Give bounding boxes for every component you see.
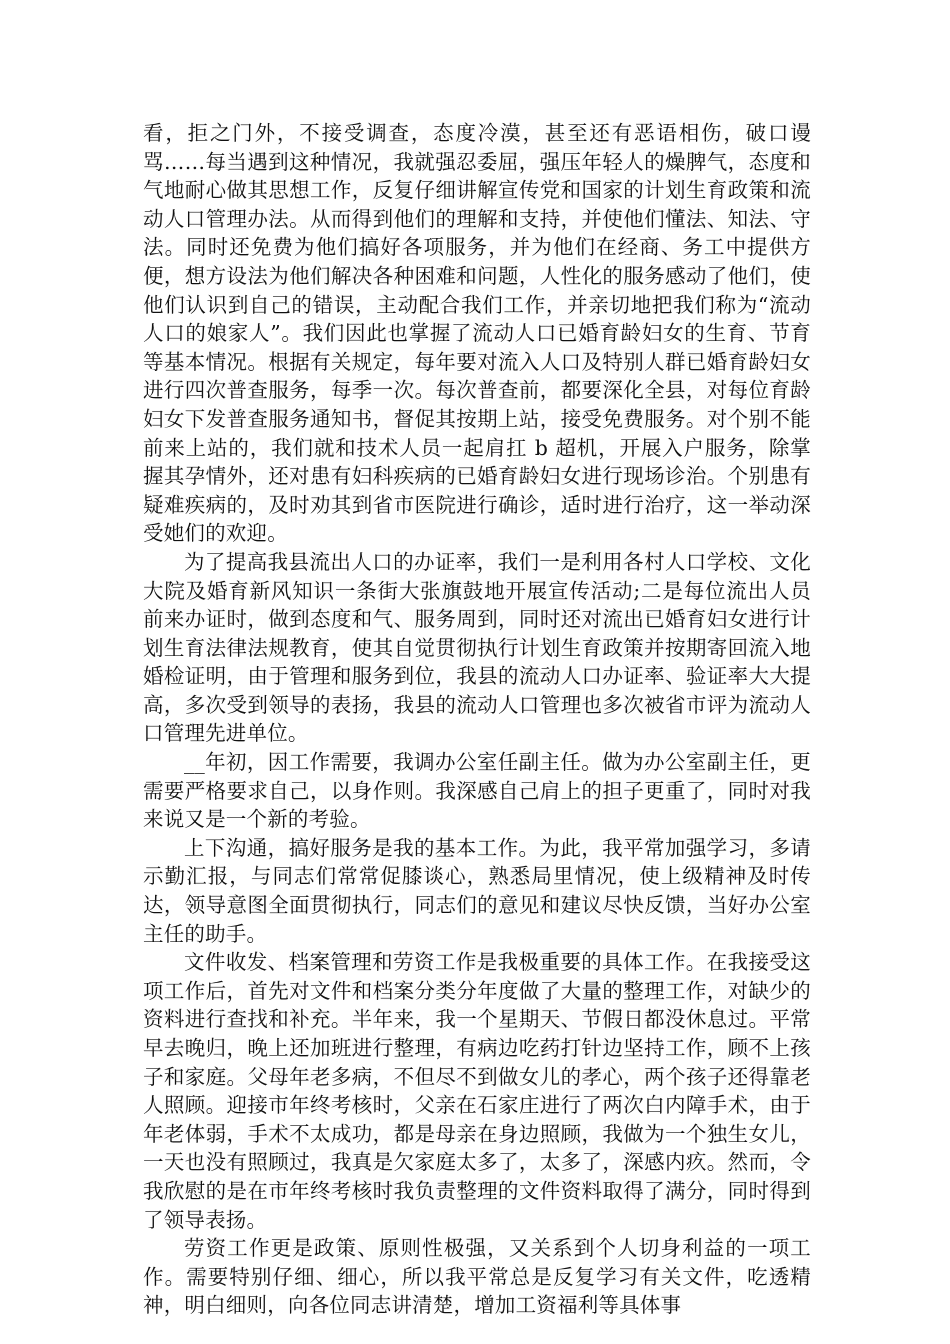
paragraph-5: 文件收发、档案管理和劳资工作是我极重要的具体工作。在我接受这项工作后，首先对文件和档案分类分年度做了大量的整理工作，对缺少的资料进行查找和补充。半年来，我一个星期天、节假日都没休息过。平常早去晚归，晚上还加班进行整理，有病边吃药打针边坚持工作，顾不上孩子和家庭。父母年老多病，不但尽不到做女儿的孝心，两个孩子还得靠老人照顾。迎接市年终考核时，父亲在石家庄进行了两次白内障手术，由于年老体弱，手术不太成功，都是母亲在身边照顾，我做为一个独生女儿，一天也没有照顾过，我真是欠家庭太多了，太多了，深感内疚。然而，令我欣慰的是在市年终考核时我负责整理的文件资料取得了满分，同时得到了领导表扬。 — [143, 950, 811, 1232]
body-text — [143, 119, 811, 1320]
paragraph-6: 劳资工作更是政策、原则性极强，又关系到个人切身利益的一项工作。需要特别仔细、细心，所以我平常总是反复学习有关文件，吃透精神，明白细则，向各位同志讲清楚，增加工资福利等具体事 — [143, 1236, 811, 1318]
paragraph-2: 为了提高我县流出人口的办证率，我们一是利用各村人口学校、文化大院及婚育新风知识一条街大张旗鼓地开展宣传活动;二是每位流出人员前来办证时，做到态度和气、服务周到，同时还对流出已婚育妇女进行计划生育法律法规教育，使其自觉贯彻执行计划生育政策并按期寄回流入地婚检证明，由于管理和服务到位，我县的流动人口办证率、验证率大大提高，多次受到领导的表扬，我县的流动人口管理也多次被省市评为流动人口管理先进单位。 — [143, 549, 811, 746]
paragraph-3: __年初，因工作需要，我调办公室任副主任。做为办公室副主任，更需要严格要求自己，以身作则。我深感自己肩上的担子更重了，同时对我来说又是一个新的考验。 — [143, 750, 811, 832]
paragraph-1: 看，拒之门外，不接受调查，态度冷漠，甚至还有恶语相伤，破口谩骂……每当遇到这种情况，我就强忍委屈，强压年轻人的燥脾气，态度和气地耐心做其思想工作，反复仔细讲解宣传党和国家的计划生育政策和流动人口管理办法。从而得到他们的理解和支持，并使他们懂法、知法、守法。同时还免费为他们搞好各项服务，并为他们在经商、务工中提供方便，想方设法为他们解决各种困难和问题，人性化的服务感动了他们，使他们认识到自己的错误，主动配合我们工作，并亲切地把我们称为“流动人口的娘家人”。我们因此也掌握了流动人口已婚育龄妇女的生育、节育等基本情况。根据有关规定，每年要对流入人口及特别人群已婚育龄妇女进行四次普查服务，每季一次。每次普查前，都要深化全县，对每位育龄妇女下发普查服务通知书，督促其按期上站，接受免费服务。对个别不能前来上站的，我们就和技术人员一起肩扛 b 超机，开展入户服务，除掌握其孕情外，还对患有妇科疾病的已婚育龄妇女进行现场诊治。个别患有疑难疾病的，及时劝其到省市医院进行确诊，适时进行治疗，这一举动深受她们的欢迎。 — [143, 121, 811, 546]
paragraph-4: 上下沟通，搞好服务是我的基本工作。为此，我平常加强学习，多请示勤汇报，与同志们常常促膝谈心，熟悉局里情况，使上级精神及时传达，领导意图全面贯彻执行，同志们的意见和建议尽快反馈，当好办公室主任的助手。 — [143, 835, 811, 946]
